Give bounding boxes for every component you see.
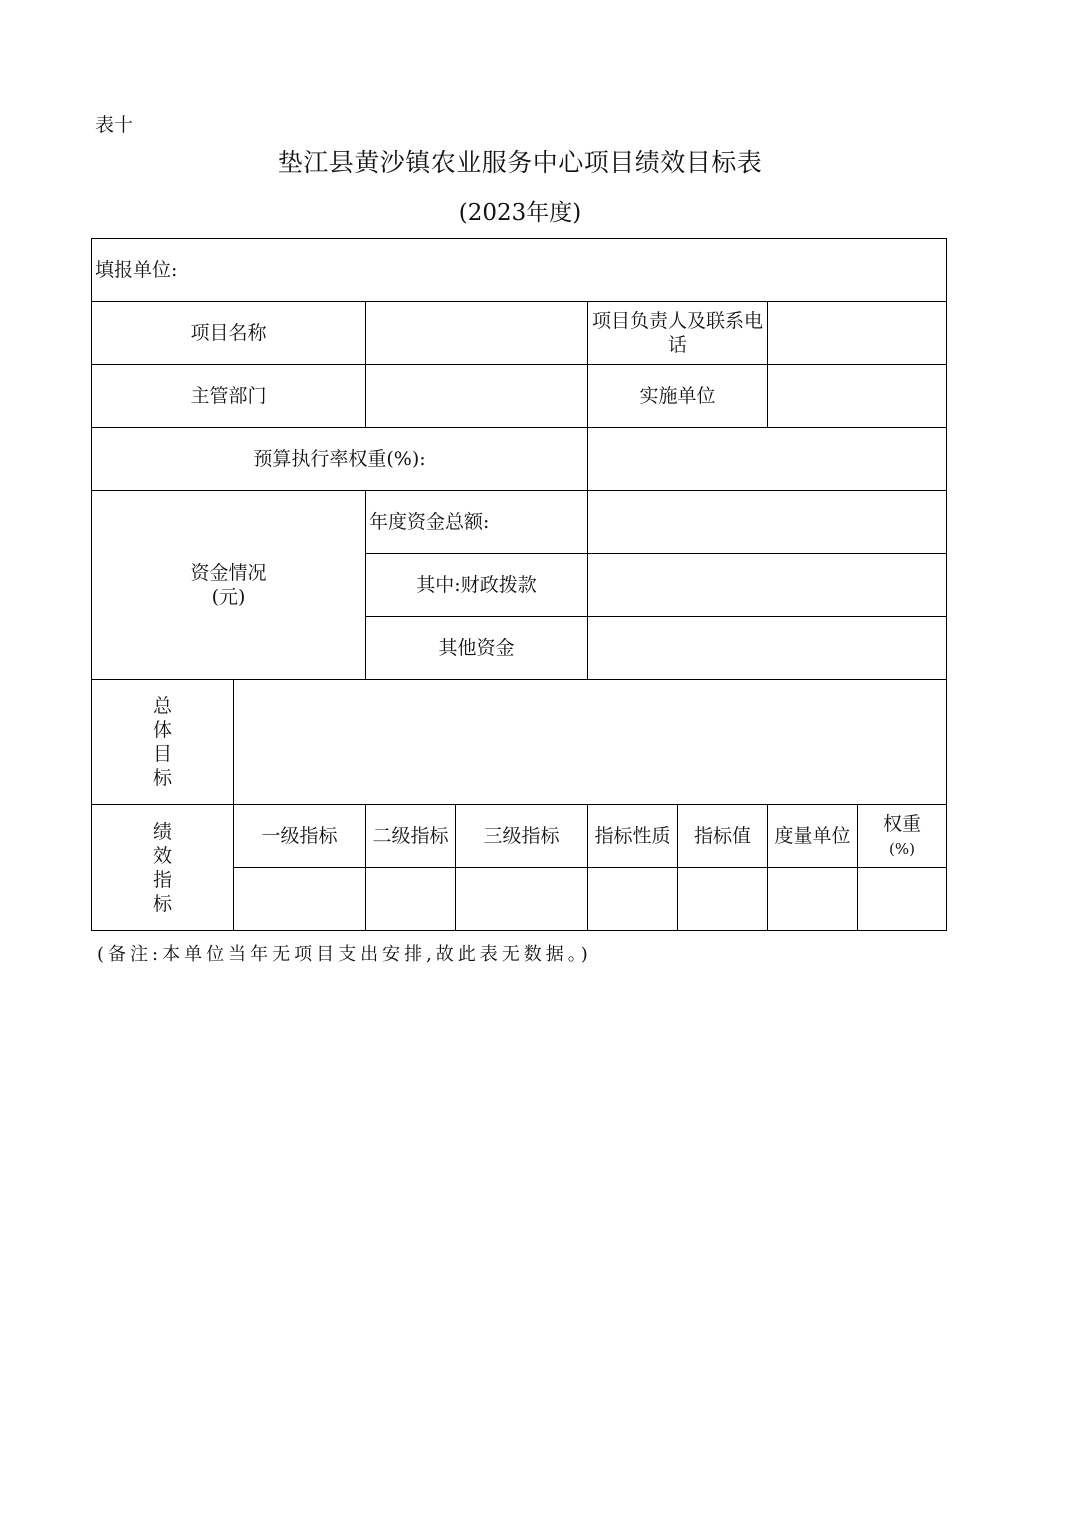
performance-goal-table	[91, 238, 947, 931]
header-level1: 一级指标	[234, 805, 366, 868]
implementing-unit-label: 实施单位	[588, 365, 768, 428]
budget-rate-label: 预算执行率权重(%):	[92, 428, 588, 491]
fiscal-label: 其中:财政拨款	[366, 554, 588, 617]
document-year: (2023年度)	[458, 200, 582, 226]
header-weight	[858, 805, 947, 868]
funds-unit-text: (元)	[211, 586, 246, 608]
indicator-cell-value	[678, 868, 768, 931]
table-number: 表十	[95, 114, 134, 136]
overall-goal-label-text: 总体目标	[152, 695, 172, 789]
indicator-cell-level2	[366, 868, 456, 931]
row-reporting-unit	[92, 239, 947, 302]
overall-goal-value	[234, 680, 947, 805]
header-weight-unit: (%)	[889, 839, 915, 858]
header-unit: 度量单位	[768, 805, 858, 868]
row-overall-goal	[92, 680, 947, 805]
header-level2: 二级指标	[366, 805, 456, 868]
row-competent-dept	[92, 365, 947, 428]
indicators-label-text: 绩效指标	[152, 820, 172, 915]
header-weight-text: 权重	[883, 812, 922, 835]
implementing-unit-value	[768, 365, 947, 428]
competent-dept-value	[366, 365, 588, 428]
other-funds-value	[588, 617, 947, 680]
header-level3: 三级指标	[456, 805, 588, 868]
header-nature: 指标性质	[588, 805, 678, 868]
reporting-unit-label: 填报单位:	[92, 239, 947, 302]
indicator-cell-unit	[768, 868, 858, 931]
indicators-label	[92, 805, 234, 931]
remark-note: (备注:本单位当年无项目支出安排,故此表无数据。)	[97, 944, 592, 965]
annual-total-value	[588, 491, 947, 554]
header-value: 指标值	[678, 805, 768, 868]
project-name-label: 项目名称	[92, 302, 366, 365]
competent-dept-label: 主管部门	[92, 365, 366, 428]
funds-label	[92, 491, 366, 680]
indicator-cell-weight	[858, 868, 947, 931]
row-project-name	[92, 302, 947, 365]
funds-label-text: 资金情况	[190, 562, 267, 584]
project-leader-label: 项目负责人及联系电话	[588, 302, 768, 365]
document-title: 垫江县黄沙镇农业服务中心项目绩效目标表	[277, 148, 763, 177]
row-annual-total	[92, 491, 947, 554]
indicator-cell-level1	[234, 868, 366, 931]
row-budget-rate	[92, 428, 947, 491]
annual-total-label: 年度资金总额:	[366, 491, 588, 554]
overall-goal-label	[92, 680, 234, 805]
other-funds-label: 其他资金	[366, 617, 588, 680]
budget-rate-value	[588, 428, 947, 491]
indicator-cell-level3	[456, 868, 588, 931]
fiscal-value	[588, 554, 947, 617]
project-leader-value	[768, 302, 947, 365]
indicator-cell-nature	[588, 868, 678, 931]
project-name-value	[366, 302, 588, 365]
row-indicator-headers	[92, 805, 947, 868]
